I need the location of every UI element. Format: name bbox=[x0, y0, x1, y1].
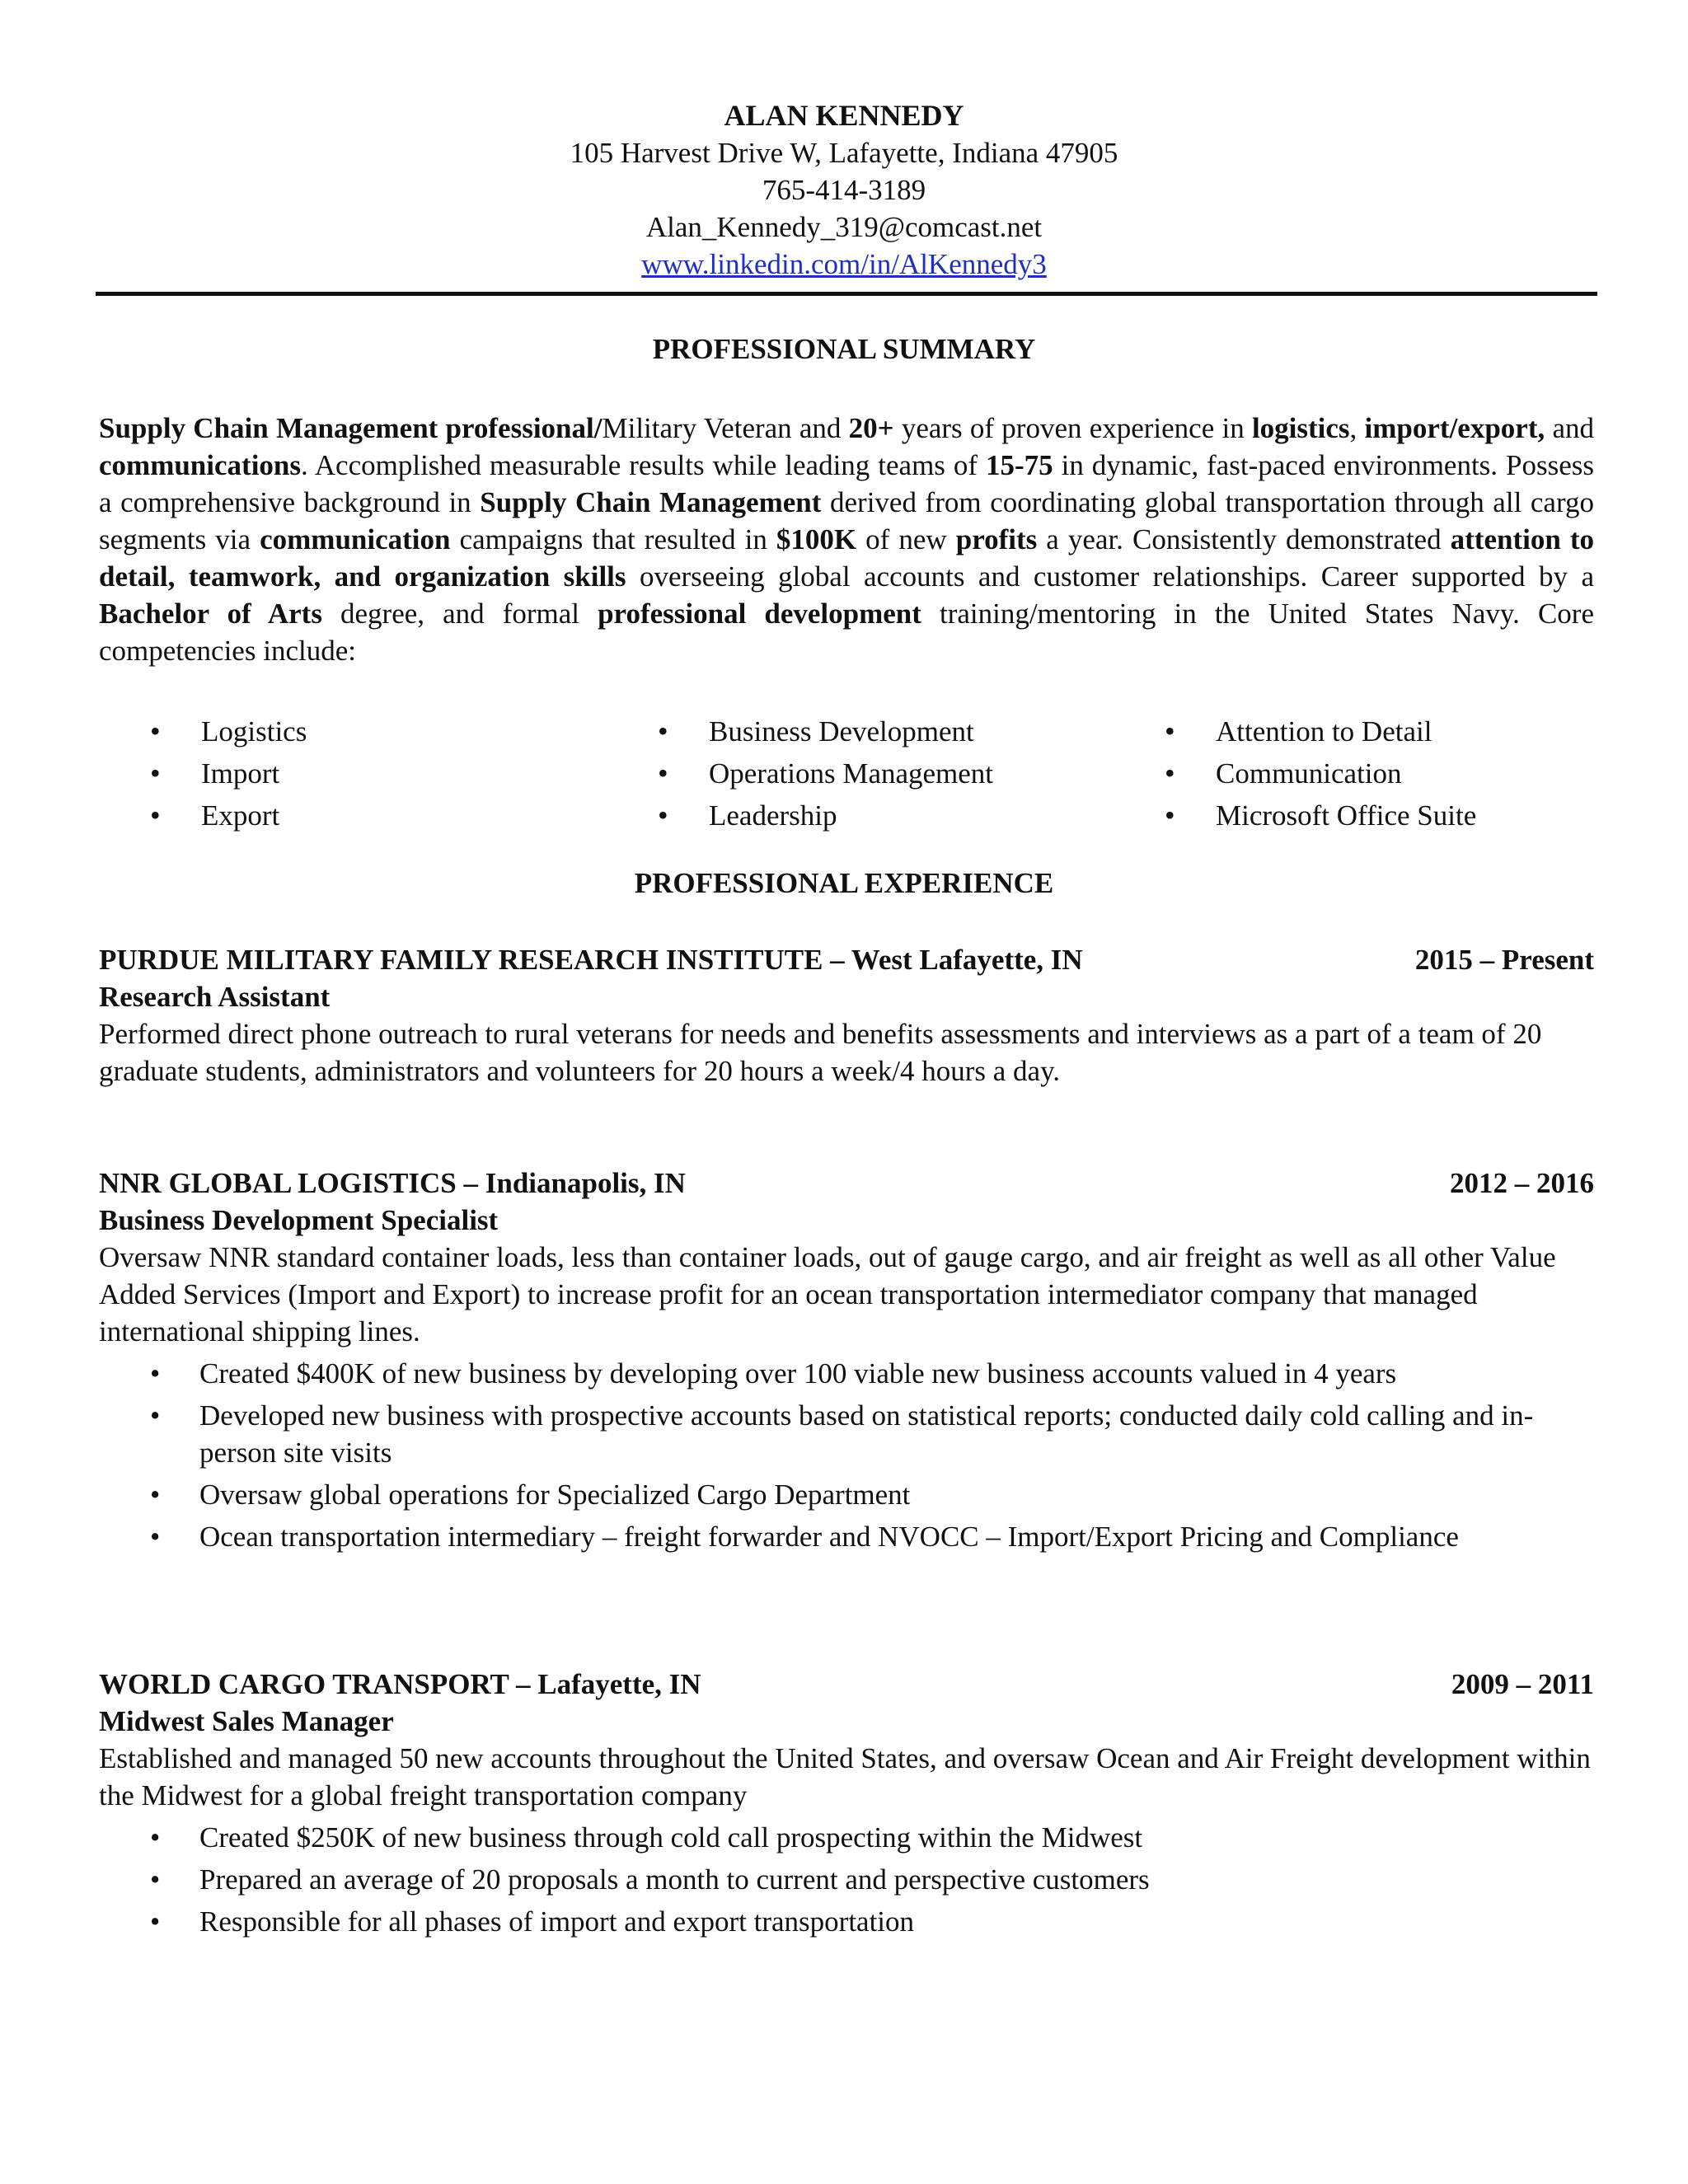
competency-column-1 bbox=[150, 710, 307, 837]
job-company: NNR GLOBAL LOGISTICS – Indianapolis, IN bbox=[99, 1167, 686, 1199]
competency-item: • Attention to Detail bbox=[1165, 710, 1476, 752]
job-bullet: • Ocean transportation intermediary – freight forwarder and NVOCC – Import/Export Pricing and Compliance bbox=[99, 1518, 1594, 1555]
competency-item: • Export bbox=[150, 794, 307, 837]
contact-header bbox=[0, 97, 1688, 283]
job-dates: 2009 – 2011 bbox=[1451, 1668, 1594, 1700]
job-title: Midwest Sales Manager bbox=[99, 1705, 394, 1737]
job-bullets bbox=[99, 1819, 1594, 1940]
job-company: WORLD CARGO TRANSPORT – Lafayette, IN bbox=[99, 1668, 701, 1700]
job-bullet: • Created $250K of new business through cold call prospecting within the Midwest bbox=[99, 1819, 1594, 1856]
address: 105 Harvest Drive W, Lafayette, Indiana 47905 bbox=[570, 137, 1118, 169]
job-title: Business Development Specialist bbox=[99, 1204, 499, 1236]
candidate-name: ALAN KENNEDY bbox=[724, 99, 964, 132]
job-title: Research Assistant bbox=[99, 981, 331, 1013]
competency-column-2 bbox=[658, 710, 993, 837]
job-bullet: • Oversaw global operations for Specialized Cargo Department bbox=[99, 1476, 1594, 1513]
job-dates: 2012 – 2016 bbox=[1450, 1167, 1594, 1199]
competency-item: • Operations Management bbox=[658, 752, 993, 794]
competency-item: • Import bbox=[150, 752, 307, 794]
competency-item: • Business Development bbox=[658, 710, 993, 752]
job-entry bbox=[99, 1666, 1594, 1940]
job-bullets bbox=[99, 1355, 1594, 1555]
competency-item: • Microsoft Office Suite bbox=[1165, 794, 1476, 837]
job-bullet: • Developed new business with prospective accounts based on statistical reports; conducted daily cold calling and in-person site visits bbox=[99, 1397, 1594, 1471]
competency-item: • Leadership bbox=[658, 794, 993, 837]
email: Alan_Kennedy_319@comcast.net bbox=[645, 211, 1043, 243]
competency-column-3 bbox=[1165, 710, 1476, 837]
job-description: Established and managed 50 new accounts throughout the United States, and oversaw Ocean and Air Freight development within the Midwest for a global freight transportation company bbox=[99, 1742, 1591, 1811]
job-dates: 2015 – Present bbox=[1414, 944, 1594, 976]
job-description: Oversaw NNR standard container loads, less than container loads, out of gauge cargo, and air freight as well as all other Value Added Services (Import and Export) to increase profit for an ocean transportation intermediator company that managed international shipping lines. bbox=[99, 1241, 1556, 1347]
job-bullet: • Responsible for all phases of import and export transportation bbox=[99, 1903, 1594, 1940]
linkedin-link[interactable]: www.linkedin.com/in/AlKennedy3 bbox=[641, 248, 1047, 280]
phone: 765-414-3189 bbox=[762, 174, 926, 206]
job-company: PURDUE MILITARY FAMILY RESEARCH INSTITUTE – West Lafayette, IN bbox=[99, 944, 1083, 976]
job-bullet: • Created $400K of new business by developing over 100 viable new business accounts valued in 4 years bbox=[99, 1355, 1594, 1392]
job-entry bbox=[99, 1165, 1594, 1555]
summary-heading: PROFESSIONAL SUMMARY bbox=[652, 333, 1036, 365]
summary-paragraph: Supply Chain Management professional/Military Veteran and 20+ years of proven experience in logistics, import/export, and communications. Accomplished measurable results while leading teams of 15-75 in dynamic, fast-paced environments. Possess a comprehensive background in Supply Chain Management derived from coordinating global transportation through all cargo segments via communication campaigns that resulted in $100K of new profits a year. Consistently demonstrated attention to detail, teamwork, and organization skills overseeing global accounts and customer relationships. Career supported by a Bachelor of Arts degree, and formal professional development training/mentoring in the United States Navy. Core competencies include: bbox=[99, 412, 1594, 667]
job-entry bbox=[99, 941, 1594, 1090]
competency-item: • Logistics bbox=[150, 710, 307, 752]
competency-item: • Communication bbox=[1165, 752, 1476, 794]
experience-heading: PROFESSIONAL EXPERIENCE bbox=[634, 867, 1054, 899]
header-divider bbox=[96, 292, 1597, 296]
job-description: Performed direct phone outreach to rural veterans for needs and benefits assessments and interviews as a part of a team of 20 graduate students, administrators and volunteers for 20 hours a week/4 hours a day. bbox=[99, 1018, 1542, 1087]
job-bullet: • Prepared an average of 20 proposals a month to current and perspective customers bbox=[99, 1861, 1594, 1898]
